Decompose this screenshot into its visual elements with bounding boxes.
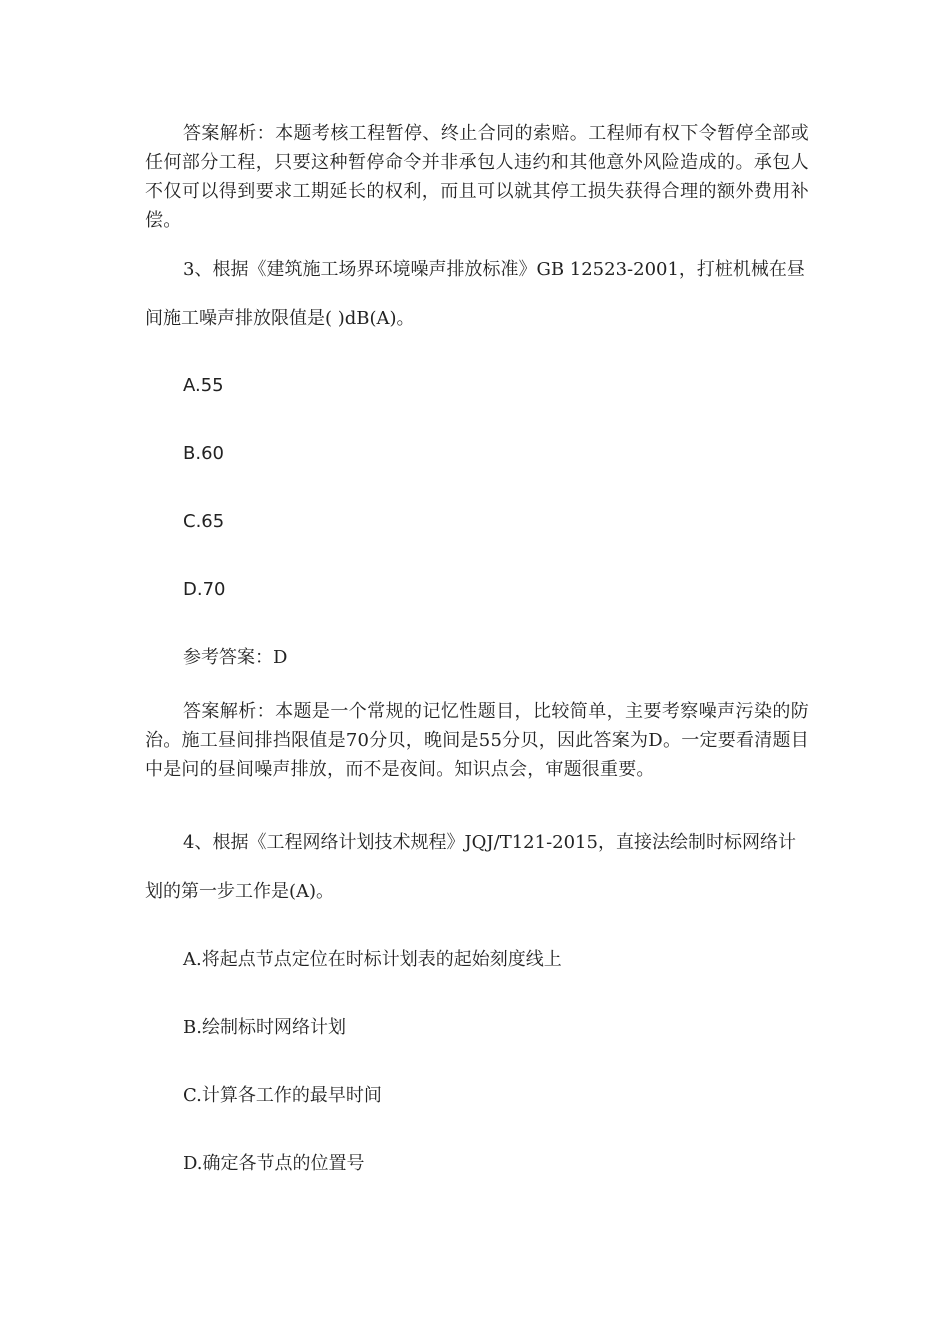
question-3-option-b: B.60 bbox=[183, 443, 224, 464]
answer-analysis-q2: 答案解析：本题考核工程暂停、终止合同的索赔。工程师有权下令暂停全部或任何部分工程，只要这种暂停命令并非承包人违约和其他意外风险造成的。承包人不仅可以得到要求工期延长的权利，而且可以就其停工损失获得合理的额外费用补偿。 bbox=[145, 123, 809, 231]
question-4-option-c: C.计算各工作的最早时间 bbox=[183, 1085, 382, 1106]
question-3-option-d: D.70 bbox=[183, 579, 226, 600]
question-3-option-c: C.65 bbox=[183, 511, 225, 532]
answer-analysis-q3: 答案解析：本题是一个常规的记忆性题目，比较简单，主要考察噪声污染的防治。施工昼间排挡限值是70分贝，晚间是55分贝，因此答案为D。一定要看清题目中是问的昼间噪声排放，而不是夜间。知识点会，审题很重要。 bbox=[145, 701, 809, 780]
question-3-text-line1: 3、根据《建筑施工场界环境噪声排放标准》GB 12523-2001，打桩机械在昼 bbox=[183, 259, 805, 280]
question-4-option-b: B.绘制标时网络计划 bbox=[183, 1017, 346, 1038]
question-3-option-a: A.55 bbox=[183, 375, 224, 396]
question-4-text-line1: 4、根据《工程网络计划技术规程》JQJ/T121-2015，直接法绘制时标网络计 bbox=[183, 832, 796, 853]
question-4-option-d: D.确定各节点的位置号 bbox=[183, 1153, 365, 1174]
question-3-text-line2: 间施工噪声排放限值是( )dB(A)。 bbox=[145, 308, 415, 329]
question-4-text-line2: 划的第一步工作是(A)。 bbox=[145, 881, 335, 902]
question-3-reference-answer: 参考答案：D bbox=[183, 647, 288, 668]
question-4-option-a: A.将起点节点定位在时标计划表的起始刻度线上 bbox=[183, 949, 562, 970]
